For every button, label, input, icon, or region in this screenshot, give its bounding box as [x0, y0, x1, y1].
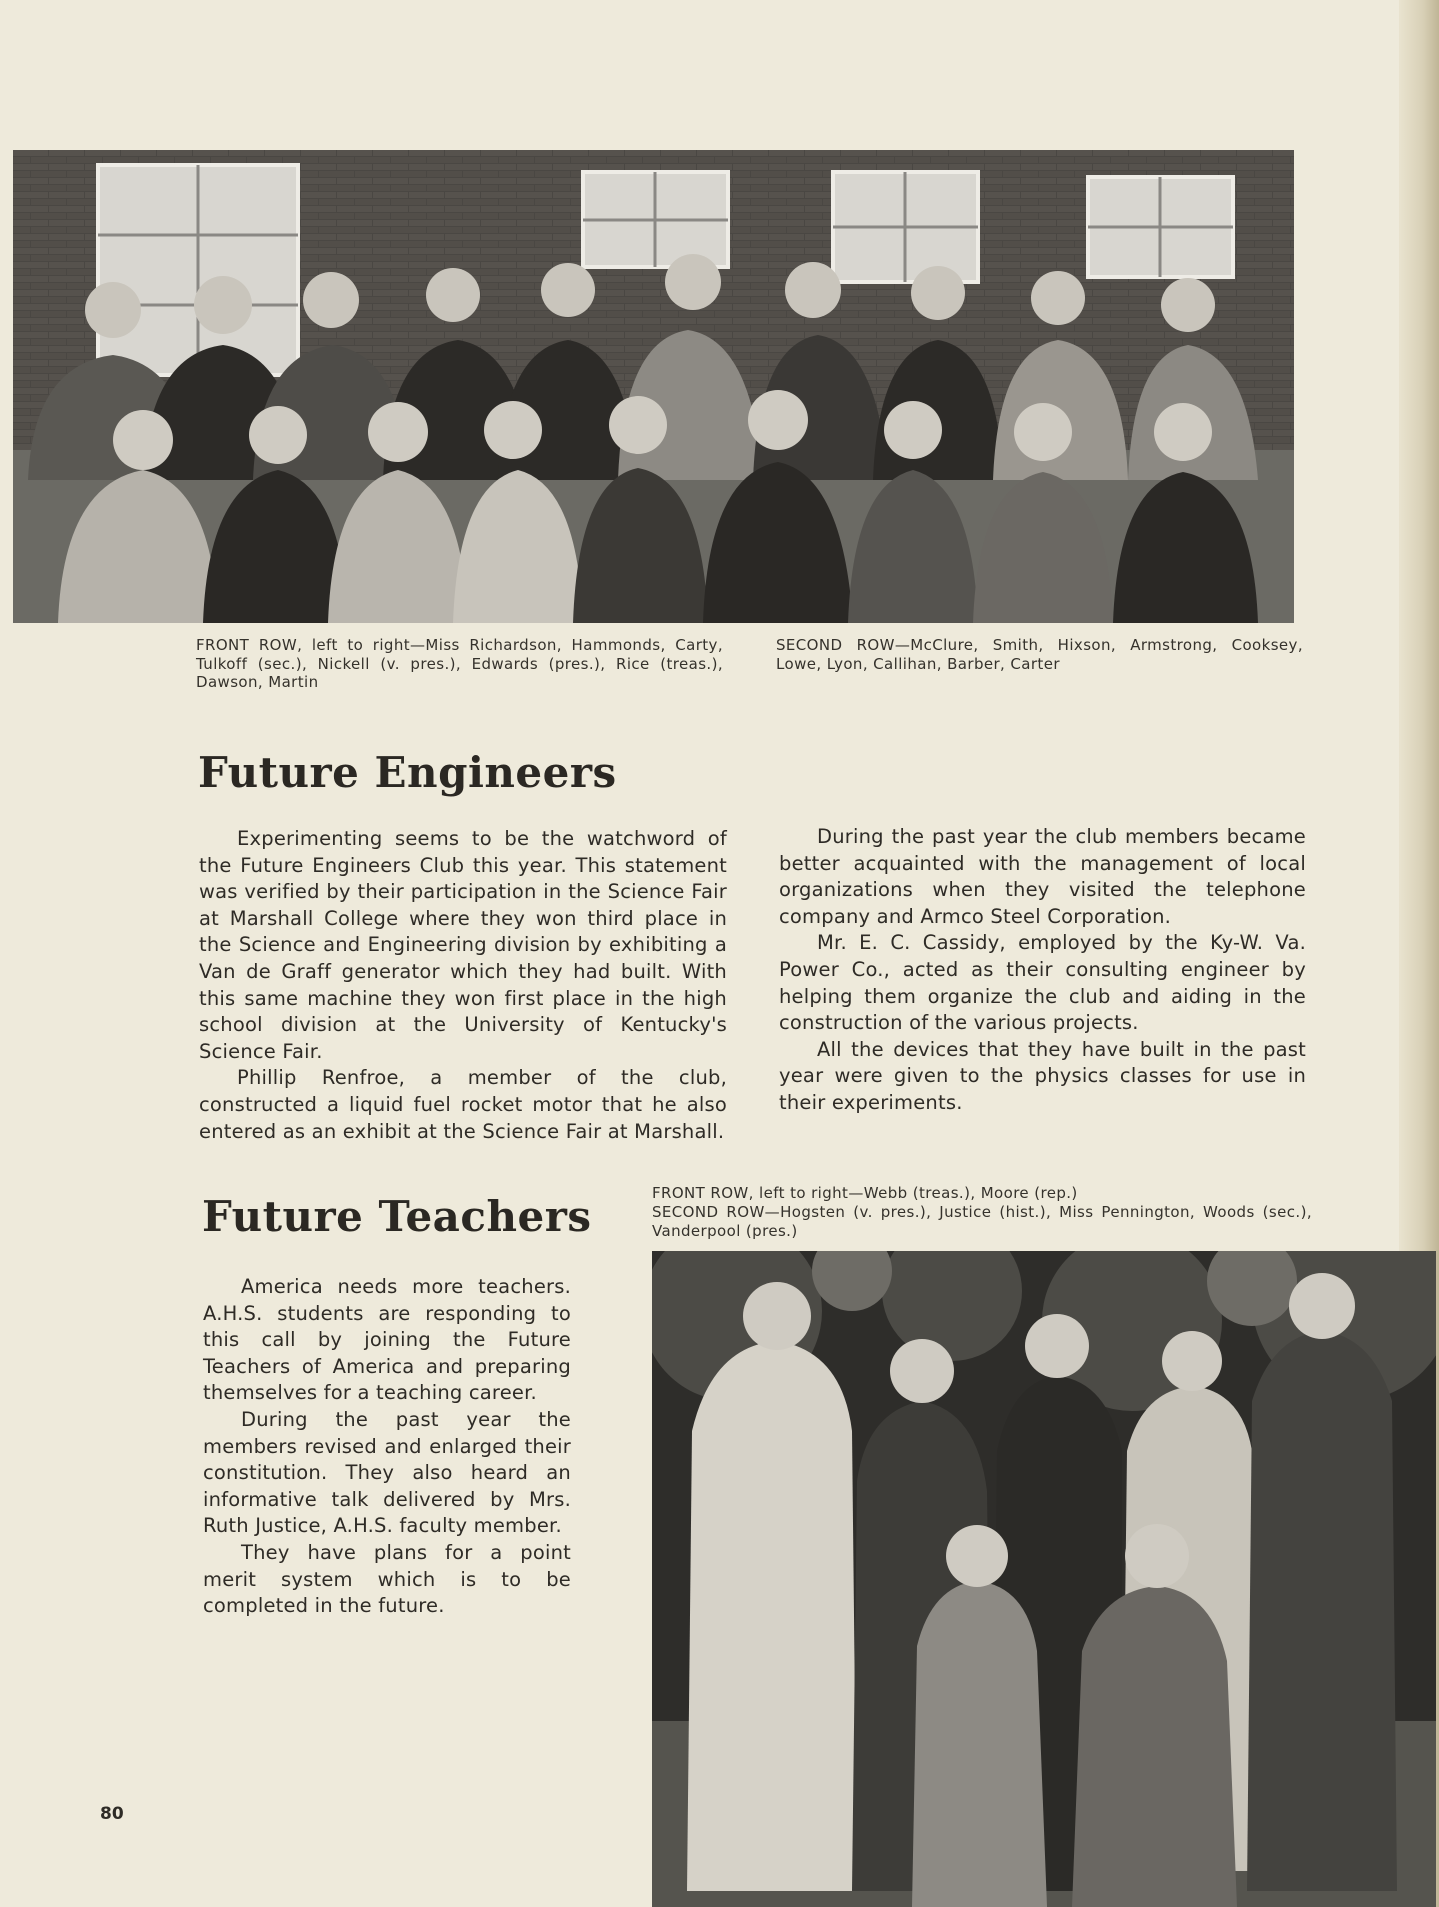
teachers-para-2: During the past year the members revised and enlarged their constitution. They also heard an informative talk delivered by Mrs. Ruth Justice, A.H.S. faculty member. — [203, 1407, 571, 1538]
engineers-col1-para-2: Phillip Renfroe, a member of the club, constructed a liquid fuel rocket motor that he also entered as an exhibit at the Science Fair at Marshall. — [199, 1066, 727, 1143]
engineers-column-2 — [779, 824, 1306, 1117]
engineers-col2-para-2: Mr. E. C. Cassidy, employed by the Ky-W. Va. Power Co., acted as their consulting engineer by helping them organize the club and aiding in the construction of the various projects. — [779, 931, 1306, 1035]
teachers-para-3: They have plans for a point merit system which is to be completed in the future. — [203, 1540, 571, 1618]
teachers-para-1: America needs more teachers. A.H.S. students are responding to this call by joining the Future Teachers of America and preparing themselves for a teaching career. — [203, 1275, 571, 1405]
page-number: 80 — [100, 1804, 124, 1824]
engineers-col1-para-1: Experimenting seems to be the watchword of the Future Engineers Club this year. This statement was verified by their participation in the Science Fair at Marshall College where they won third place in the Science and Engineering division by exhibiting a Van de Graff generator which they had built. With this same machine they won first place in the high school division at the University of Kentucky's Science Fair. — [199, 827, 727, 1063]
teachers-caption-second-row: SECOND ROW—Hogsten (v. pres.), Justice (hist.), Miss Pennington, Woods (sec.), Vanderpool (pres.) — [652, 1203, 1312, 1240]
teachers-caption-front-row: FRONT ROW, left to right—Webb (treas.), Moore (rep.) — [652, 1184, 1078, 1202]
engineers-caption-second-row: SECOND ROW—McClure, Smith, Hixson, Armstrong, Cooksey, Lowe, Lyon, Callihan, Barber, Carter — [776, 636, 1303, 673]
engineers-col2-para-3: All the devices that they have built in the past year were given to the physics classes for use in their experiments. — [779, 1037, 1306, 1114]
engineers-column-1 — [199, 826, 727, 1145]
teachers-body — [203, 1274, 571, 1620]
engineers-heading: Future Engineers — [198, 748, 617, 797]
teachers-heading: Future Teachers — [202, 1192, 592, 1241]
engineers-caption-front-row: FRONT ROW, left to right—Miss Richardson, Hammonds, Carty, Tulkoff (sec.), Nickell (v. pres.), Edwards (pres.), Rice (treas.), Dawson, Martin — [196, 636, 723, 691]
engineers-group-photo — [13, 150, 1294, 623]
engineers-col2-para-1: During the past year the club members became better acquainted with the management of local organizations when they visited the telephone company and Armco Steel Corporation. — [779, 825, 1306, 928]
teachers-group-photo — [652, 1251, 1436, 1907]
